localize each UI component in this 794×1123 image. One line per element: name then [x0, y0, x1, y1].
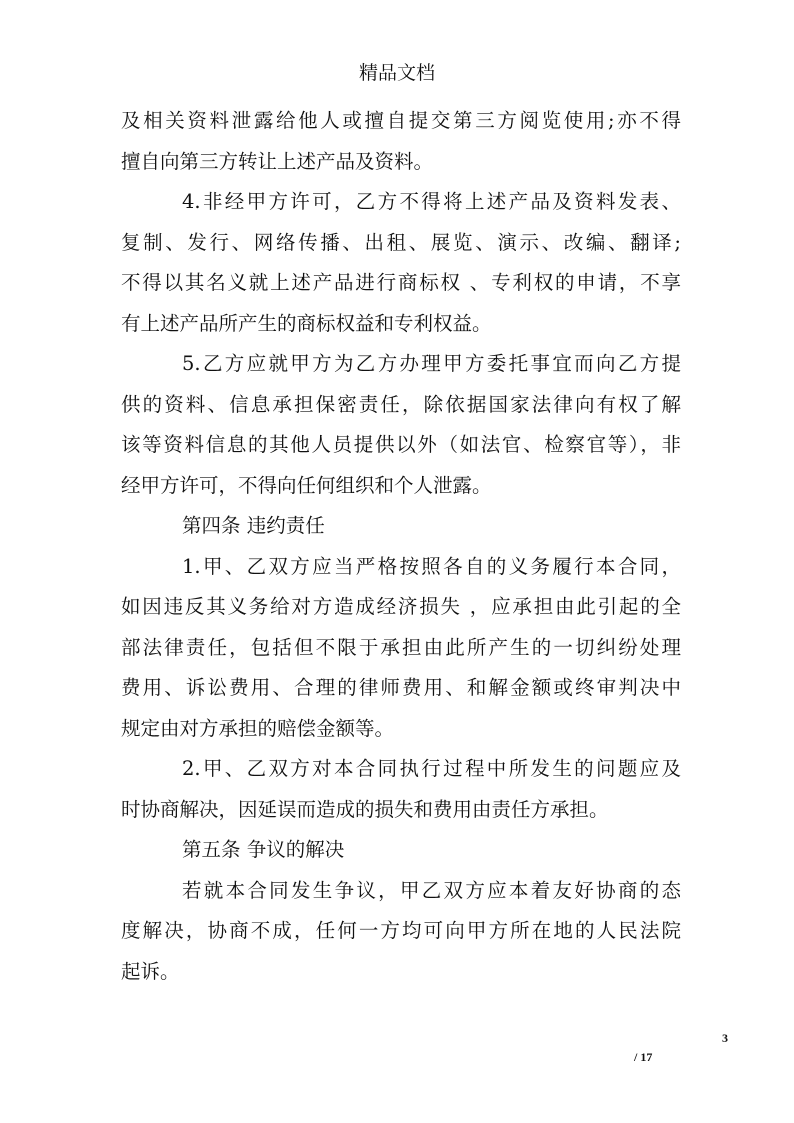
body-line: 供的资料、信息承担保密责任，除依据国家法律向有权了解: [121, 392, 681, 416]
body-line: 经甲方许可，不得向任何组织和个人泄露。: [121, 473, 492, 497]
body-line: 费用、诉讼费用、合理的律师费用、和解金额或终审判决中: [121, 676, 681, 699]
body-line: 规定由对方承担的赔偿金额等。: [121, 716, 395, 740]
body-line: 复制、发行、网络传播、出租、展览、演示、改编、翻译;: [121, 230, 681, 254]
body-line: 如因违反其义务给对方造成经济损失 ，应承担由此引起的全: [121, 595, 681, 618]
body-line: 度解决，协商不成，任何一方均可向甲方所在地的人民法院: [121, 919, 681, 942]
body-line: 该等资料信息的其他人员提供以外（如法官、检察官等），非: [121, 433, 681, 456]
page-header-title: 精品文档: [358, 62, 435, 84]
page-total: / 17: [634, 1050, 653, 1064]
document-body: [121, 101, 681, 992]
body-line: 4.非经甲方许可，乙方不得将上述产品及资料发表、: [182, 190, 681, 213]
body-line: 时协商解决，因延误而造成的损失和费用由责任方承担。: [121, 797, 609, 821]
body-line: 部法律责任，包括但不限于承担由此所产生的一切纠纷处理: [121, 635, 681, 659]
body-line: 1.甲、乙双方应当严格按照各自的义务履行本合同，: [182, 554, 681, 578]
section-heading: 第五条 争议的解决: [182, 838, 345, 861]
body-line: 有上述产品所产生的商标权益和专利权益。: [121, 311, 492, 335]
body-line: 擅自向第三方转让上述产品及资料。: [121, 149, 434, 173]
body-line: 5.乙方应就甲方为乙方办理甲方委托事宜而向乙方提: [182, 352, 681, 375]
body-line: 起诉。: [121, 959, 180, 983]
body-line: 及相关资料泄露给他人或擅自提交第三方阅览使用;亦不得: [121, 109, 681, 132]
body-line: 若就本合同发生争议，甲乙双方应本着友好协商的态: [182, 878, 681, 902]
body-line: 2.甲、乙双方对本合同执行过程中所发生的问题应及: [182, 757, 681, 780]
page-number: 3: [722, 1031, 728, 1045]
body-line: 不得以其名义就上述产品进行商标权 、专利权的申请，不享: [121, 271, 681, 294]
section-heading: 第四条 违约责任: [182, 514, 325, 537]
